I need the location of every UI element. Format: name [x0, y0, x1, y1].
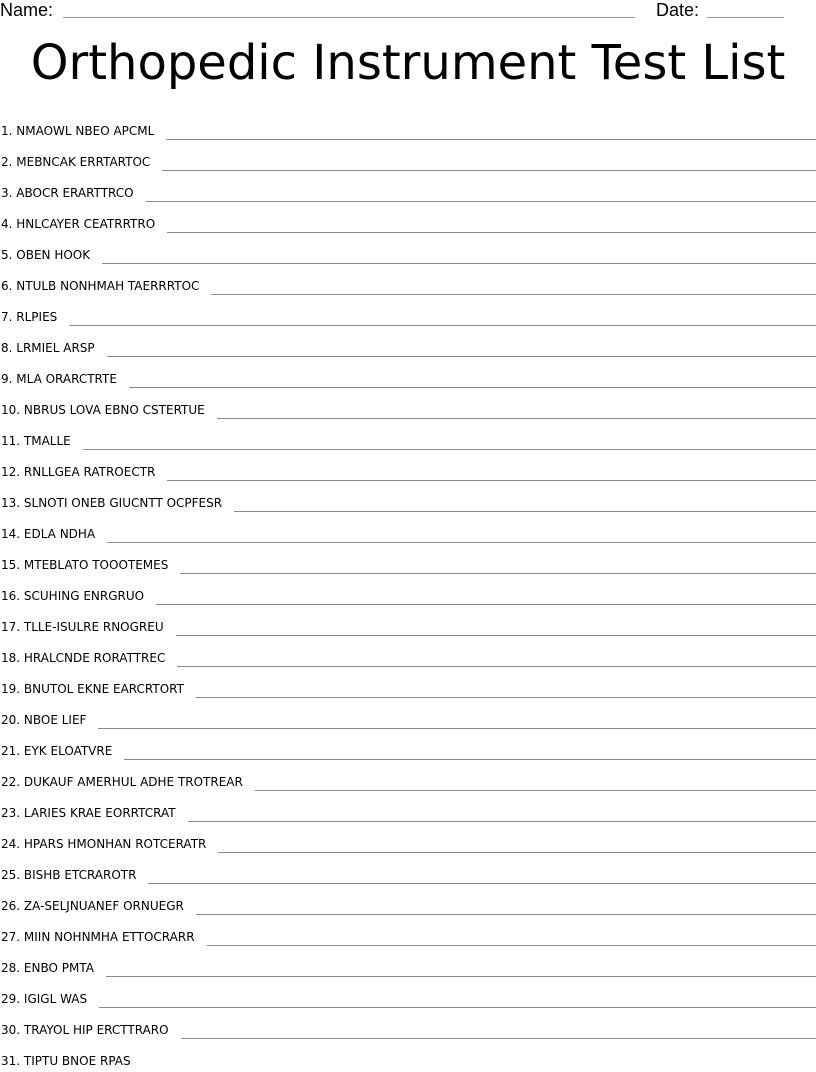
question-item	[0, 1010, 816, 1041]
question-item	[0, 204, 816, 235]
answer-line[interactable]	[162, 169, 816, 171]
question-text: 22. DUKAUF AMERHUL ADHE TROTREAR	[1, 775, 243, 789]
answer-line[interactable]	[98, 727, 816, 729]
question-text: 17. TLLE-ISULRE RNOGREU	[1, 620, 164, 634]
name-field-line[interactable]	[63, 17, 635, 18]
question-item	[0, 576, 816, 607]
question-text: 16. SCUHING ENRGRUO	[1, 589, 145, 603]
question-text: 25. BISHB ETCRAROTR	[1, 868, 137, 882]
question-item	[0, 297, 816, 328]
answer-line[interactable]	[188, 820, 816, 822]
question-item	[0, 979, 816, 1010]
answer-line[interactable]	[156, 603, 816, 605]
answer-line[interactable]	[211, 293, 816, 295]
answer-line[interactable]	[124, 758, 816, 760]
question-item	[0, 173, 816, 204]
answer-line[interactable]	[217, 417, 816, 419]
answer-line[interactable]	[166, 138, 816, 140]
question-item	[0, 824, 816, 855]
question-text: 2. MEBNCAK ERRTARTOC	[1, 155, 151, 169]
question-text: 28. ENBO PMTA	[1, 961, 94, 975]
question-text: 3. ABOCR ERARTTRCO	[1, 186, 134, 200]
question-item	[0, 886, 816, 917]
question-text: 21. EYK ELOATVRE	[1, 744, 113, 758]
question-item	[0, 111, 816, 142]
question-item	[0, 483, 816, 514]
question-text: 26. ZA-SELJNUANEF ORNUEGR	[1, 899, 184, 913]
answer-line[interactable]	[167, 231, 816, 233]
name-label: Name:	[0, 0, 54, 20]
page-title: Orthopedic Instrument Test List	[30, 35, 786, 91]
answer-line[interactable]	[102, 262, 816, 264]
question-text: 1. NMAOWL NBEO APCML	[1, 124, 155, 138]
answer-line[interactable]	[255, 789, 816, 791]
question-item	[0, 638, 816, 669]
question-text: 15. MTEBLATO TOOOTEMES	[1, 558, 169, 572]
answer-line[interactable]	[234, 510, 816, 512]
question-item	[0, 390, 816, 421]
answer-line[interactable]	[69, 324, 816, 326]
question-text: 24. HPARS HMONHAN ROTCERATR	[1, 837, 207, 851]
question-text: 14. EDLA NDHA	[1, 527, 96, 541]
header	[0, 0, 816, 22]
answer-line[interactable]	[207, 944, 816, 946]
answer-line[interactable]	[99, 1006, 816, 1008]
question-text: 9. MLA ORARCTRTE	[1, 372, 117, 386]
answer-line[interactable]	[129, 386, 816, 388]
question-text: 7. RLPIES	[1, 310, 58, 324]
question-item	[0, 948, 816, 979]
answer-line[interactable]	[107, 541, 816, 543]
answer-line[interactable]	[107, 355, 816, 357]
answer-line[interactable]	[196, 913, 816, 915]
question-item	[0, 545, 816, 576]
answer-line[interactable]	[181, 1037, 816, 1039]
question-item	[0, 917, 816, 948]
question-item	[0, 266, 816, 297]
question-item	[0, 607, 816, 638]
question-item	[0, 421, 816, 452]
answer-line[interactable]	[167, 479, 816, 481]
question-item	[0, 235, 816, 266]
question-item	[0, 669, 816, 700]
question-text: 19. BNUTOL EKNE EARCRTORT	[1, 682, 184, 696]
answer-line[interactable]	[177, 665, 816, 667]
question-text: 29. IGIGL WAS	[1, 992, 88, 1006]
question-text: 12. RNLLGEA RATROECTR	[1, 465, 156, 479]
question-item	[0, 731, 816, 762]
question-text: 8. LRMIEL ARSP	[1, 341, 95, 355]
question-item	[0, 855, 816, 886]
question-list	[0, 111, 816, 1072]
answer-line[interactable]	[106, 975, 816, 977]
date-label: Date:	[656, 0, 700, 20]
answer-line[interactable]	[196, 696, 816, 698]
question-text: 30. TRAYOL HIP ERCTTRARO	[1, 1023, 169, 1037]
answer-line[interactable]	[146, 200, 816, 202]
question-text: 11. TMALLE	[1, 434, 71, 448]
question-text: 23. LARIES KRAE EORRTCRAT	[1, 806, 176, 820]
question-text: 10. NBRUS LOVA EBNO CSTERTUE	[1, 403, 205, 417]
question-item	[0, 1041, 816, 1072]
date-field-line[interactable]	[707, 17, 784, 18]
question-text: 18. HRALCNDE RORATTREC	[1, 651, 166, 665]
answer-line[interactable]	[180, 572, 816, 574]
question-text: 27. MIIN NOHNMHA ETTOCRARR	[1, 930, 195, 944]
question-text: 4. HNLCAYER CEATRRTRO	[1, 217, 156, 231]
question-item	[0, 793, 816, 824]
question-text: 5. OBEN HOOK	[1, 248, 91, 262]
question-text: 20. NBOE LIEF	[1, 713, 87, 727]
answer-line[interactable]	[218, 851, 816, 853]
question-text: 6. NTULB NONHMAH TAERRRTOC	[1, 279, 200, 293]
question-item	[0, 452, 816, 483]
question-item	[0, 514, 816, 545]
question-item	[0, 700, 816, 731]
question-text: 13. SLNOTI ONEB GIUCNTT OCPFESR	[1, 496, 223, 510]
answer-line[interactable]	[176, 634, 816, 636]
question-item	[0, 142, 816, 173]
answer-line[interactable]	[148, 882, 816, 884]
question-item	[0, 328, 816, 359]
question-item	[0, 359, 816, 390]
answer-line[interactable]	[83, 448, 816, 450]
question-text: 31. TIPTU BNOE RPAS	[1, 1054, 131, 1068]
question-item	[0, 762, 816, 793]
